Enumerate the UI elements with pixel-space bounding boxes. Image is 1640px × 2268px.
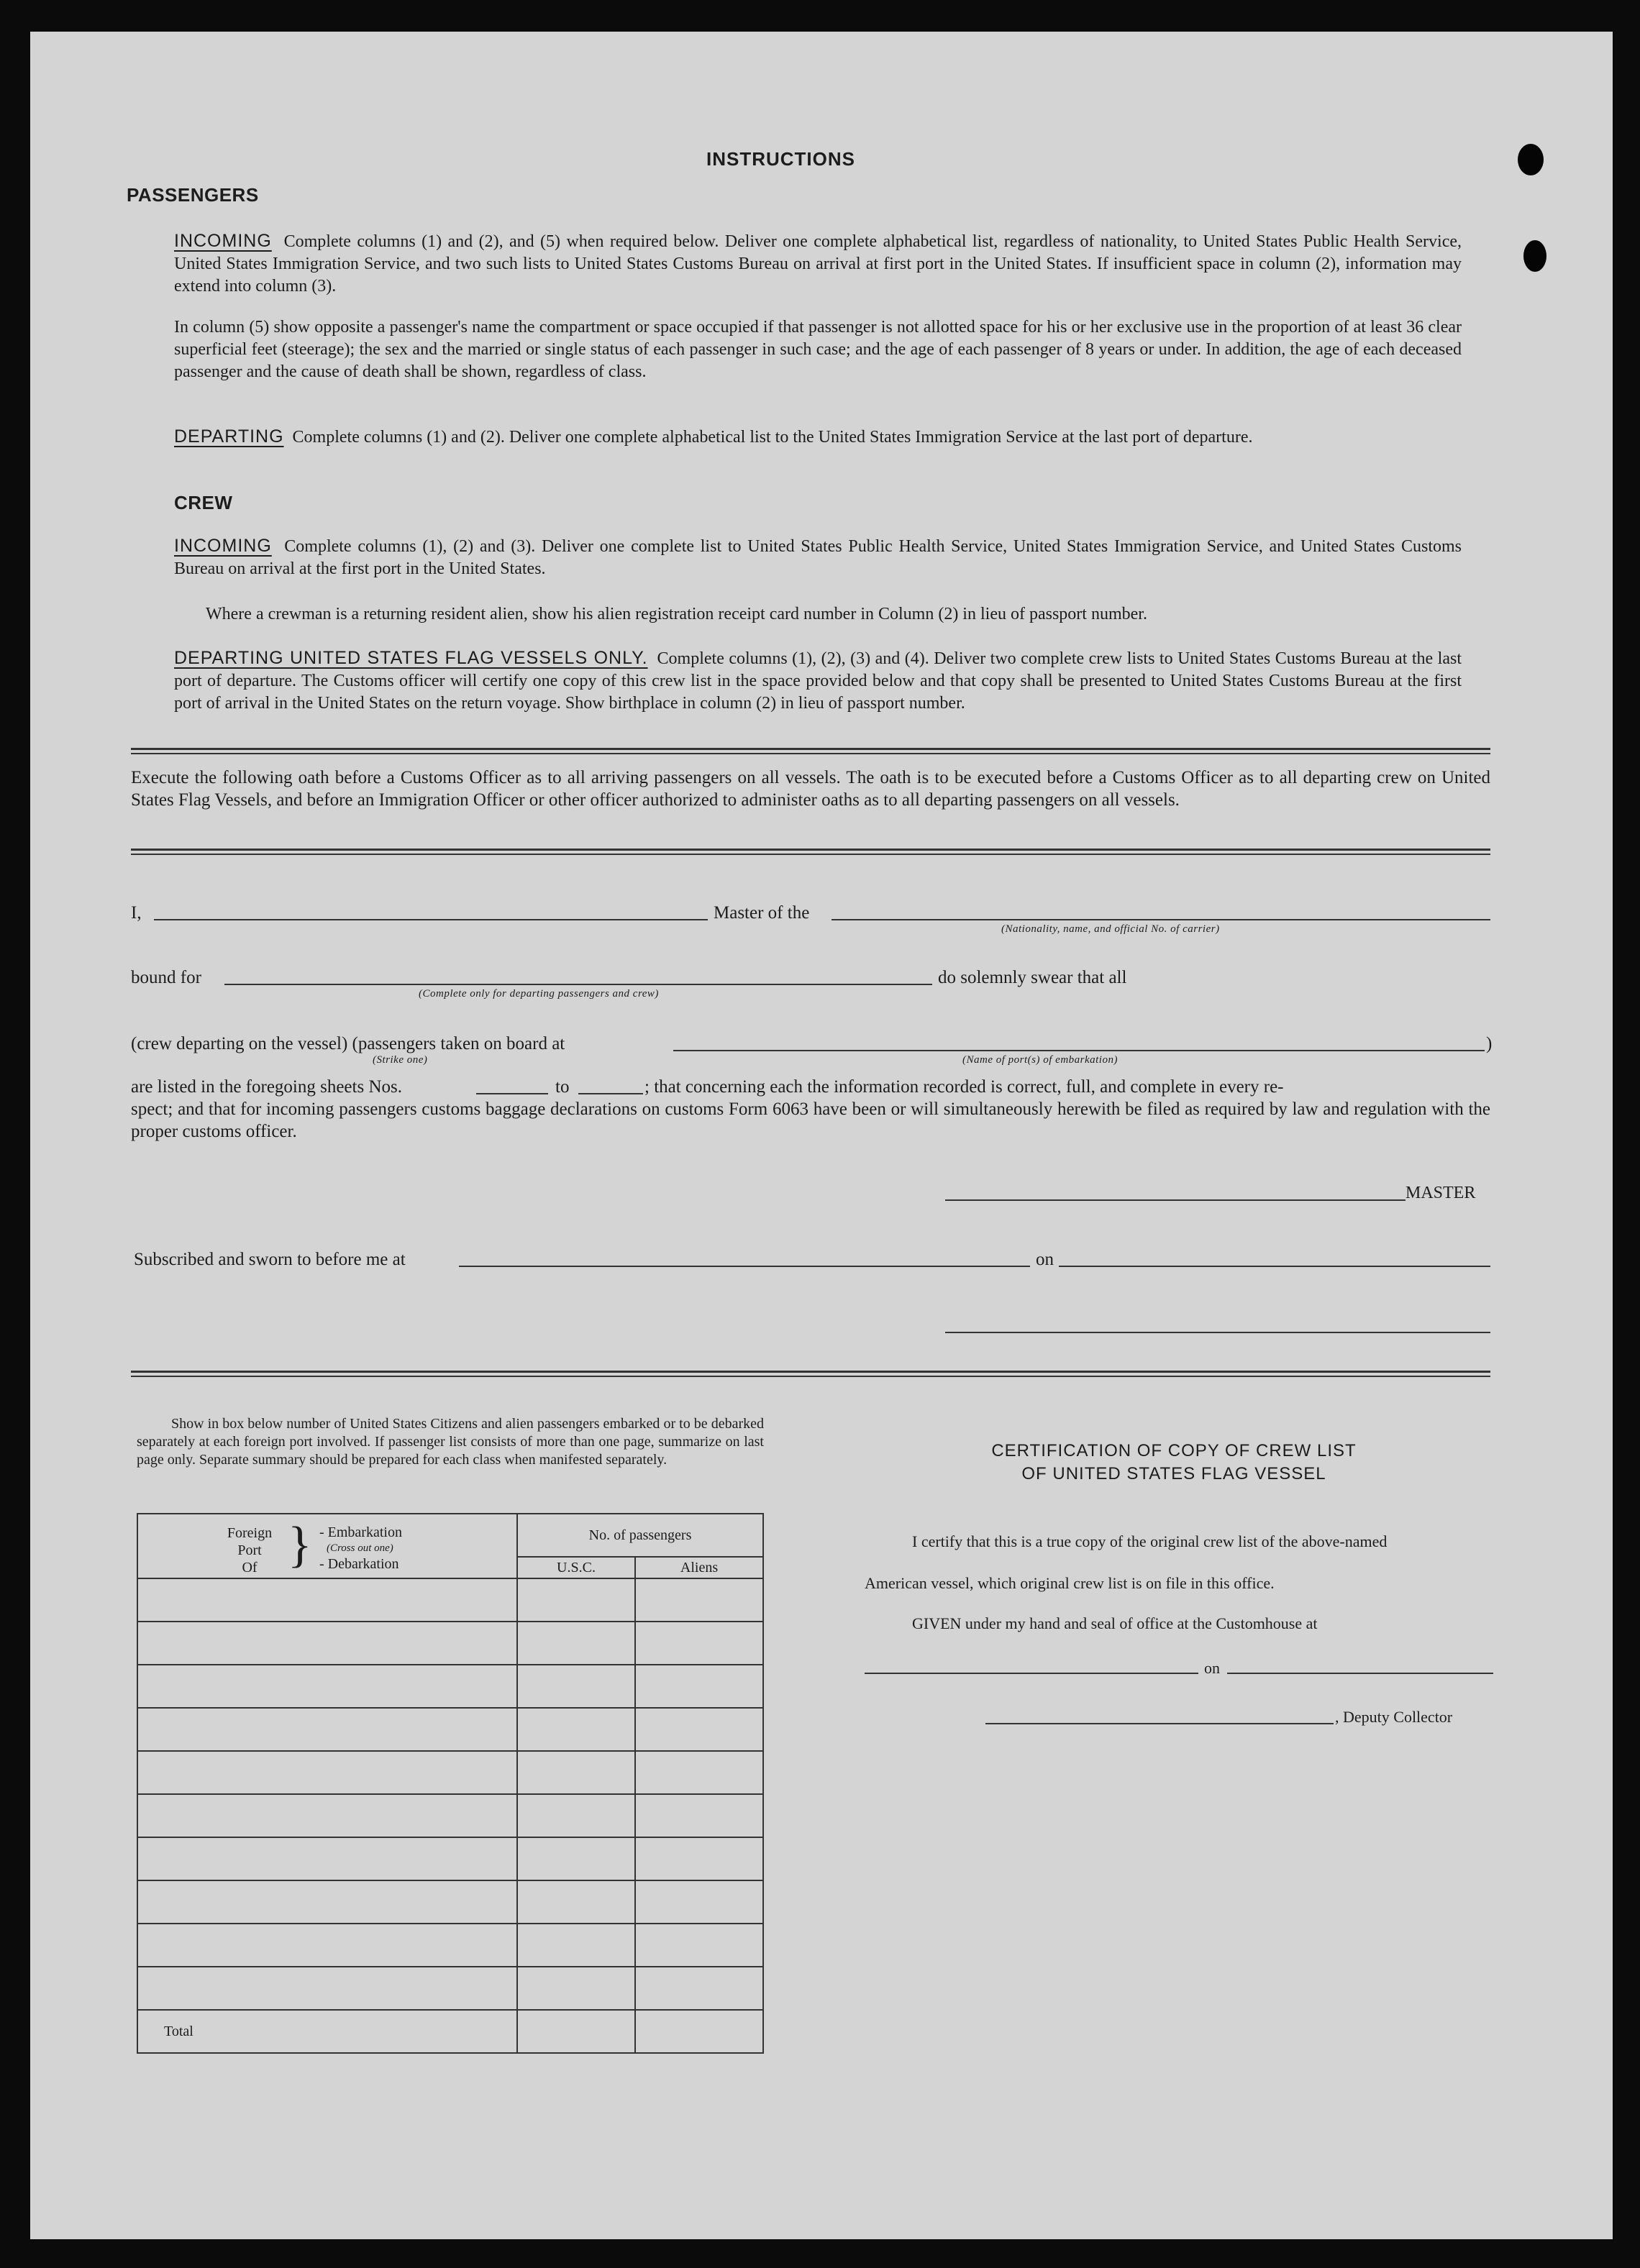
- summary-row[interactable]: [137, 1751, 763, 1794]
- master-of-label: Master of the: [714, 903, 810, 923]
- crew-incoming-text: Complete columns (1), (2) and (3). Deliver one complete list to United States Public Health Service, United States Immigration Service, and United States Customs Bureau on arrival at the first port in the United States.: [174, 537, 1462, 578]
- passengers-departing-text: Complete columns (1) and (2). Deliver one complete alphabetical list to the United States Immigration Service at the last port of departure.: [292, 428, 1253, 447]
- strike-caption: (Strike one): [373, 1054, 428, 1066]
- document-sheet: [30, 32, 1613, 2239]
- summary-cell[interactable]: [137, 1751, 517, 1794]
- crew-departing-paragraph: [174, 647, 1462, 715]
- summary-row[interactable]: [137, 1708, 763, 1751]
- certification-title-1: CERTIFICATION OF COPY OF CREW LIST: [991, 1441, 1357, 1460]
- summary-cell[interactable]: [635, 1751, 763, 1794]
- summary-cell[interactable]: [137, 1924, 517, 1967]
- passengers-incoming-label: INCOMING: [174, 231, 272, 251]
- listed-end-label: ; that concerning each the information recorded is correct, full, and complete in every re-: [644, 1077, 1284, 1097]
- debarkation-label: - Debarkation: [319, 1556, 399, 1572]
- passengers-incoming-text: Complete columns (1) and (2), and (5) when required below. Deliver one complete alphabetical list, regardless of nationality, to United States Public Health Service, United States Immigration Service, and two such lists to United States Customs Bureau on arrival at first port in the United States. If insufficient space in column (2), information may extend into column (3).: [174, 232, 1462, 296]
- bound-caption: (Complete only for departing passengers and crew): [419, 988, 659, 1000]
- summary-cell[interactable]: [635, 1924, 763, 1967]
- given-text: GIVEN under my hand and seal of office at the Customhouse at: [912, 1614, 1318, 1632]
- embarkation-label: - Embarkation: [319, 1524, 402, 1540]
- certify-line-2: American vessel, which original crew list is on file in this office.: [865, 1574, 1275, 1592]
- bound-for-field[interactable]: [224, 984, 932, 985]
- oath-intro: Execute the following oath before a Customs Officer as to all arriving passengers on all vessels. The oath is to be executed before a Customs Officer as to all departing crew on United States Flag Vessels, and before an Immigration Officer or other officer authorized to administer oaths as to all departing passengers on all vessels.: [131, 768, 1490, 810]
- cert-on-label: on: [1204, 1659, 1220, 1677]
- officer-signature-field[interactable]: [945, 1332, 1490, 1333]
- column5-paragraph: In column (5) show opposite a passenger's name the compartment or space occupied if that passenger is not allotted space for his or her exclusive use in the proportion of at least 36 clear superficial feet (steerage); the sex and the married or single status of each passenger in such case; and the age of each passenger of 8 years or under. In addition, the age of each deceased passenger and the cause of death shall be shown, regardless of class.: [174, 318, 1462, 381]
- summary-cell[interactable]: [517, 1967, 635, 2010]
- crew-heading: CREW: [174, 492, 233, 513]
- cert-date-field[interactable]: [1227, 1673, 1493, 1674]
- summary-cell[interactable]: [137, 1578, 517, 1622]
- page-title: INSTRUCTIONS: [706, 148, 855, 170]
- listed-start-label: are listed in the foregoing sheets Nos.: [131, 1077, 402, 1097]
- summary-cell[interactable]: [635, 1880, 763, 1924]
- summary-cell[interactable]: [517, 1794, 635, 1837]
- summary-cell[interactable]: [517, 1665, 635, 1708]
- punch-hole-top: [1518, 144, 1544, 175]
- total-usc-cell[interactable]: [517, 2010, 635, 2053]
- summary-row[interactable]: [137, 1967, 763, 2010]
- aliens-header: Aliens: [635, 1557, 763, 1578]
- crew-incoming-paragraph: [174, 535, 1462, 580]
- passengers-header: No. of passengers: [517, 1514, 763, 1557]
- form-content: [30, 32, 1613, 2239]
- to-label: to: [555, 1077, 570, 1097]
- crew-departing-label-oath: (crew departing on the vessel) (passengers taken on board at: [131, 1034, 565, 1053]
- section-divider-bottom: [131, 1371, 1490, 1377]
- summary-instructions: Show in box below number of United States Citizens and alien passengers embarked or to be debarked separately at each foreign port involved. If passenger list consists of more than one page, summarize on last page only. Separate summary should be prepared for each class when manifested separately.: [137, 1416, 764, 1468]
- summary-cell[interactable]: [137, 1665, 517, 1708]
- summary-row[interactable]: [137, 1665, 763, 1708]
- summary-cell[interactable]: [517, 1708, 635, 1751]
- total-label: Total: [137, 2010, 517, 2053]
- cross-out-label: (Cross out one): [327, 1542, 393, 1554]
- section-divider-top: [131, 748, 1490, 754]
- passengers-heading: PASSENGERS: [127, 184, 259, 206]
- summary-cell[interactable]: [635, 1967, 763, 2010]
- swear-label: do solemnly swear that all: [938, 968, 1127, 987]
- foreign-label: Foreign: [227, 1525, 273, 1541]
- listed-rest-paragraph: spect; and that for incoming passengers customs baggage declarations on customs Form 6063 have been or will simultaneously herewith be filed as required by law and regulation with the proper customs officer.: [131, 1099, 1490, 1141]
- crew-departing-label: DEPARTING UNITED STATES FLAG VESSELS ONLY.: [174, 648, 648, 668]
- subscribed-label: Subscribed and sworn to before me at: [134, 1250, 406, 1269]
- section-divider-oath: [131, 849, 1490, 855]
- summary-row[interactable]: [137, 1924, 763, 1967]
- sworn-place-field[interactable]: [459, 1266, 1030, 1267]
- nationality-caption: (Nationality, name, and official No. of carrier): [1001, 923, 1220, 935]
- summary-row[interactable]: [137, 1837, 763, 1880]
- summary-cell[interactable]: [517, 1837, 635, 1880]
- summary-cell[interactable]: [137, 1622, 517, 1665]
- summary-cell[interactable]: [635, 1708, 763, 1751]
- summary-row[interactable]: [137, 1622, 763, 1665]
- master-name-field[interactable]: [154, 919, 708, 920]
- sworn-date-field[interactable]: [1059, 1266, 1490, 1267]
- brace-glyph: }: [288, 1517, 312, 1573]
- embarkation-ports-field[interactable]: [673, 1050, 1485, 1051]
- summary-cell[interactable]: [517, 1924, 635, 1967]
- crew-resident-paragraph: Where a crewman is a returning resident alien, show his alien registration receipt card number in Column (2) in lieu of passport number.: [206, 605, 1147, 623]
- crew-departing-text: Complete columns (1), (2), (3) and (4). Deliver two complete crew lists to United States Customs Bureau at the last port of departure. The Customs officer will certify one copy of this crew list in the space provided below and that copy shall be presented to United States Customs Bureau at the first port of arrival in the United States on the return voyage. Show birthplace in column (2) in lieu of passport number.: [174, 649, 1462, 713]
- bound-for-label: bound for: [131, 968, 201, 987]
- master-signature-field[interactable]: [945, 1199, 1406, 1201]
- summary-cell[interactable]: [517, 1578, 635, 1622]
- summary-cell[interactable]: [517, 1751, 635, 1794]
- sworn-on-label: on: [1036, 1250, 1054, 1269]
- summary-cell[interactable]: [635, 1622, 763, 1665]
- summary-row[interactable]: [137, 1880, 763, 1924]
- summary-cell[interactable]: [517, 1622, 635, 1665]
- crew-incoming-label: INCOMING: [174, 536, 272, 556]
- summary-cell[interactable]: [137, 1967, 517, 2010]
- summary-cell[interactable]: [635, 1794, 763, 1837]
- sheet-from-field[interactable]: [476, 1093, 548, 1094]
- summary-cell[interactable]: [635, 1665, 763, 1708]
- summary-cell[interactable]: [635, 1578, 763, 1622]
- passengers-incoming-paragraph: [174, 230, 1462, 298]
- total-aliens-cell[interactable]: [635, 2010, 763, 2053]
- summary-cell[interactable]: [517, 1880, 635, 1924]
- customhouse-field[interactable]: [865, 1673, 1198, 1674]
- summary-cell[interactable]: [137, 1837, 517, 1880]
- punch-hole-bottom: [1523, 240, 1546, 272]
- summary-cell[interactable]: [635, 1837, 763, 1880]
- summary-cell[interactable]: [137, 1880, 517, 1924]
- passengers-departing-paragraph: [174, 426, 1462, 449]
- carrier-field[interactable]: [832, 919, 1490, 920]
- foreign-port-header: [137, 1514, 517, 1578]
- certify-line-1: I certify that this is a true copy of the original crew list of the above-named: [912, 1532, 1388, 1550]
- ports-caption: (Name of port(s) of embarkation): [962, 1054, 1118, 1066]
- passengers-departing-label: DEPARTING: [174, 426, 284, 447]
- port-label: Port: [237, 1542, 262, 1558]
- i-label: I,: [131, 903, 142, 923]
- summary-row[interactable]: [137, 1794, 763, 1837]
- summary-cell[interactable]: [137, 1708, 517, 1751]
- summary-row[interactable]: [137, 1578, 763, 1622]
- deputy-signature-field[interactable]: [985, 1723, 1334, 1724]
- close-paren: ): [1486, 1034, 1493, 1053]
- of-label: Of: [242, 1560, 258, 1576]
- usc-header: U.S.C.: [517, 1557, 635, 1578]
- master-label: MASTER: [1406, 1184, 1476, 1202]
- deputy-collector-label: , Deputy Collector: [1335, 1708, 1453, 1726]
- passenger-summary-table: [137, 1513, 764, 2054]
- summary-cell[interactable]: [137, 1794, 517, 1837]
- certification-title-2: OF UNITED STATES FLAG VESSEL: [1021, 1464, 1326, 1483]
- sheet-to-field[interactable]: [578, 1093, 643, 1094]
